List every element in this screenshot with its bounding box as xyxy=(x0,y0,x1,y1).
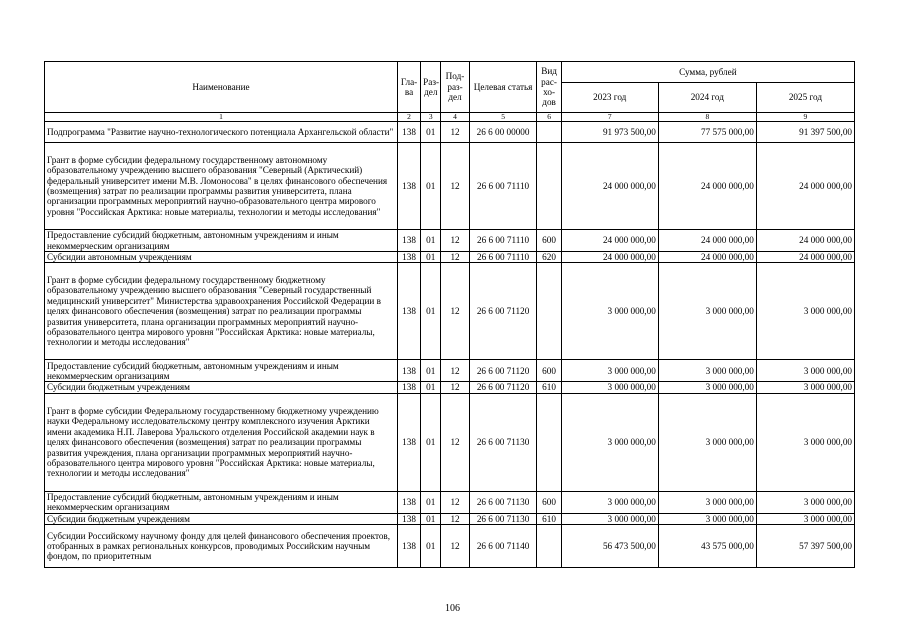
page-number: 106 xyxy=(445,603,460,614)
table-row xyxy=(45,360,855,382)
index-cell: 9 xyxy=(756,113,854,122)
row-razdel: 01 xyxy=(421,382,441,393)
row-name: Предоставление субсидий бюджетным, автономным учреждениям и иным некоммерческим организациям xyxy=(45,230,398,252)
header-2023: 2023 год xyxy=(561,83,658,113)
row-glava: 138 xyxy=(397,263,420,360)
header-razdel: Раз-дел xyxy=(421,62,441,113)
row-glava: 138 xyxy=(397,143,420,230)
row-target: 26 6 00 71110 xyxy=(469,252,537,263)
row-vid xyxy=(537,525,561,568)
row-razdel: 01 xyxy=(421,513,441,524)
row-podrazdel: 12 xyxy=(441,525,469,568)
row-podrazdel: 12 xyxy=(441,360,469,382)
row-target: 26 6 00 71130 xyxy=(469,393,537,491)
row-sum-2024: 3 000 000,00 xyxy=(658,360,756,382)
row-glava: 138 xyxy=(397,513,420,524)
row-sum-2023: 56 473 500,00 xyxy=(561,525,658,568)
row-sum-2025: 3 000 000,00 xyxy=(756,360,854,382)
row-sum-2024: 77 575 000,00 xyxy=(658,122,756,143)
row-sum-2023: 91 973 500,00 xyxy=(561,122,658,143)
index-cell: 4 xyxy=(441,113,469,122)
row-target: 26 6 00 71120 xyxy=(469,360,537,382)
row-sum-2024: 3 000 000,00 xyxy=(658,513,756,524)
row-sum-2023: 3 000 000,00 xyxy=(561,360,658,382)
header-podrazdel: Под-раз-дел xyxy=(441,62,469,113)
row-vid: 600 xyxy=(537,360,561,382)
table-row xyxy=(45,382,855,393)
table-row xyxy=(45,513,855,524)
row-name: Субсидии бюджетным учреждениям xyxy=(45,382,398,393)
table-row xyxy=(45,252,855,263)
row-target: 26 6 00 71120 xyxy=(469,263,537,360)
row-sum-2025: 24 000 000,00 xyxy=(756,143,854,230)
header-vid: Вид рас-хо-дов xyxy=(537,62,561,113)
row-name: Грант в форме субсидии федеральному государственному автономному образовательному учреждению высшего образования "Северный (Арктический) федеральный университет имени М.В. Ломоносова" в целях финансового обеспечения (возмещения) затрат по реализации программы развития университета, плана организации программных мероприятий научно-образовательного центра мирового уровня "Российская Арктика: новые материалы, технологии и методы исследования" xyxy=(45,143,398,230)
row-sum-2025: 91 397 500,00 xyxy=(756,122,854,143)
table-row xyxy=(45,230,855,252)
row-target: 26 6 00 71140 xyxy=(469,525,537,568)
row-sum-2025: 3 000 000,00 xyxy=(756,263,854,360)
index-cell: 6 xyxy=(537,113,561,122)
row-podrazdel: 12 xyxy=(441,122,469,143)
row-target: 26 6 00 71130 xyxy=(469,513,537,524)
row-podrazdel: 12 xyxy=(441,263,469,360)
row-razdel: 01 xyxy=(421,122,441,143)
row-glava: 138 xyxy=(397,252,420,263)
row-target: 26 6 00 71110 xyxy=(469,230,537,252)
row-glava: 138 xyxy=(397,360,420,382)
row-vid: 610 xyxy=(537,513,561,524)
row-sum-2024: 24 000 000,00 xyxy=(658,143,756,230)
row-sum-2024: 3 000 000,00 xyxy=(658,491,756,513)
row-razdel: 01 xyxy=(421,263,441,360)
row-sum-2024: 43 575 000,00 xyxy=(658,525,756,568)
header-2024: 2024 год xyxy=(658,83,756,113)
row-vid xyxy=(537,263,561,360)
header-target: Целевая статья xyxy=(469,62,537,113)
row-podrazdel: 12 xyxy=(441,252,469,263)
row-name: Предоставление субсидий бюджетным, автономным учреждениям и иным некоммерческим организациям xyxy=(45,360,398,382)
row-sum-2023: 3 000 000,00 xyxy=(561,513,658,524)
table-row xyxy=(45,263,855,360)
row-razdel: 01 xyxy=(421,525,441,568)
index-cell: 1 xyxy=(45,113,398,122)
row-razdel: 01 xyxy=(421,491,441,513)
row-vid: 600 xyxy=(537,491,561,513)
row-razdel: 01 xyxy=(421,360,441,382)
row-sum-2025: 3 000 000,00 xyxy=(756,491,854,513)
row-podrazdel: 12 xyxy=(441,143,469,230)
row-razdel: 01 xyxy=(421,393,441,491)
row-vid xyxy=(537,143,561,230)
row-sum-2025: 24 000 000,00 xyxy=(756,252,854,263)
row-sum-2024: 3 000 000,00 xyxy=(658,263,756,360)
row-sum-2023: 24 000 000,00 xyxy=(561,252,658,263)
header-glava: Гла-ва xyxy=(397,62,420,113)
row-name: Субсидии Российскому научному фонду для целей финансового обеспечения проектов, отобранных в рамках региональных конкурсов, проводимых Российским научным фондом, по приоритетным xyxy=(45,525,398,568)
row-sum-2025: 3 000 000,00 xyxy=(756,382,854,393)
index-cell: 5 xyxy=(469,113,537,122)
row-sum-2023: 24 000 000,00 xyxy=(561,230,658,252)
row-glava: 138 xyxy=(397,122,420,143)
row-glava: 138 xyxy=(397,382,420,393)
row-target: 26 6 00 71110 xyxy=(469,143,537,230)
header-name: Наименование xyxy=(45,62,398,113)
row-vid: 620 xyxy=(537,252,561,263)
row-podrazdel: 12 xyxy=(441,230,469,252)
row-sum-2025: 24 000 000,00 xyxy=(756,230,854,252)
table-body xyxy=(45,122,855,568)
row-sum-2024: 3 000 000,00 xyxy=(658,382,756,393)
row-name: Субсидии автономным учреждениям xyxy=(45,252,398,263)
row-target: 26 6 00 71120 xyxy=(469,382,537,393)
table-row xyxy=(45,491,855,513)
row-sum-2025: 3 000 000,00 xyxy=(756,393,854,491)
row-sum-2024: 3 000 000,00 xyxy=(658,393,756,491)
row-name: Подпрограмма "Развитие научно-технологического потенциала Архангельской области" xyxy=(45,122,398,143)
row-sum-2025: 57 397 500,00 xyxy=(756,525,854,568)
row-sum-2023: 3 000 000,00 xyxy=(561,491,658,513)
table-row xyxy=(45,525,855,568)
budget-table xyxy=(44,61,855,568)
table-row xyxy=(45,143,855,230)
row-name: Грант в форме субсидии федеральному государственному бюджетному образовательному учреждению высшего образования "Северный государственный медицинский университет" Министерства здравоохранения Российской Федерации в целях финансового обеспечения (возмещения) затрат по реализации программы развития университета, плана организации программных мероприятий научно-образовательного центра мирового уровня "Российская Арктика: новые материалы, технологии и методы исследования" xyxy=(45,263,398,360)
row-name: Субсидии бюджетным учреждениям xyxy=(45,513,398,524)
row-vid: 600 xyxy=(537,230,561,252)
table-row xyxy=(45,393,855,491)
header-2025: 2025 год xyxy=(756,83,854,113)
row-name: Грант в форме субсидии Федеральному государственному бюджетному учреждению науки Федеральному исследовательскому центру комплексного изучения Арктики имени академика Н.П. Лаверова Уральского отделения Российской академии наук в целях финансового обеспечения (возмещения) затрат по реализации программы развития учреждения, плана организации программных мероприятий научно-образовательного центра мирового уровня "Российская Арктика: новые материалы, технологии и методы исследования" xyxy=(45,393,398,491)
index-cell: 2 xyxy=(397,113,420,122)
row-glava: 138 xyxy=(397,230,420,252)
row-razdel: 01 xyxy=(421,252,441,263)
row-podrazdel: 12 xyxy=(441,513,469,524)
row-sum-2023: 3 000 000,00 xyxy=(561,393,658,491)
row-glava: 138 xyxy=(397,393,420,491)
index-cell: 8 xyxy=(658,113,756,122)
table-row xyxy=(45,122,855,143)
row-razdel: 01 xyxy=(421,230,441,252)
index-cell: 7 xyxy=(561,113,658,122)
row-glava: 138 xyxy=(397,525,420,568)
row-sum-2024: 24 000 000,00 xyxy=(658,230,756,252)
row-glava: 138 xyxy=(397,491,420,513)
row-sum-2023: 3 000 000,00 xyxy=(561,382,658,393)
row-target: 26 6 00 00000 xyxy=(469,122,537,143)
row-podrazdel: 12 xyxy=(441,491,469,513)
row-vid xyxy=(537,393,561,491)
row-sum-2024: 24 000 000,00 xyxy=(658,252,756,263)
header-sum: Сумма, рублей xyxy=(561,62,854,83)
row-target: 26 6 00 71130 xyxy=(469,491,537,513)
row-podrazdel: 12 xyxy=(441,393,469,491)
row-vid xyxy=(537,122,561,143)
row-name: Предоставление субсидий бюджетным, автономным учреждениям и иным некоммерческим организациям xyxy=(45,491,398,513)
row-vid: 610 xyxy=(537,382,561,393)
index-cell: 3 xyxy=(421,113,441,122)
row-razdel: 01 xyxy=(421,143,441,230)
row-sum-2025: 3 000 000,00 xyxy=(756,513,854,524)
row-sum-2023: 3 000 000,00 xyxy=(561,263,658,360)
row-sum-2023: 24 000 000,00 xyxy=(561,143,658,230)
row-podrazdel: 12 xyxy=(441,382,469,393)
